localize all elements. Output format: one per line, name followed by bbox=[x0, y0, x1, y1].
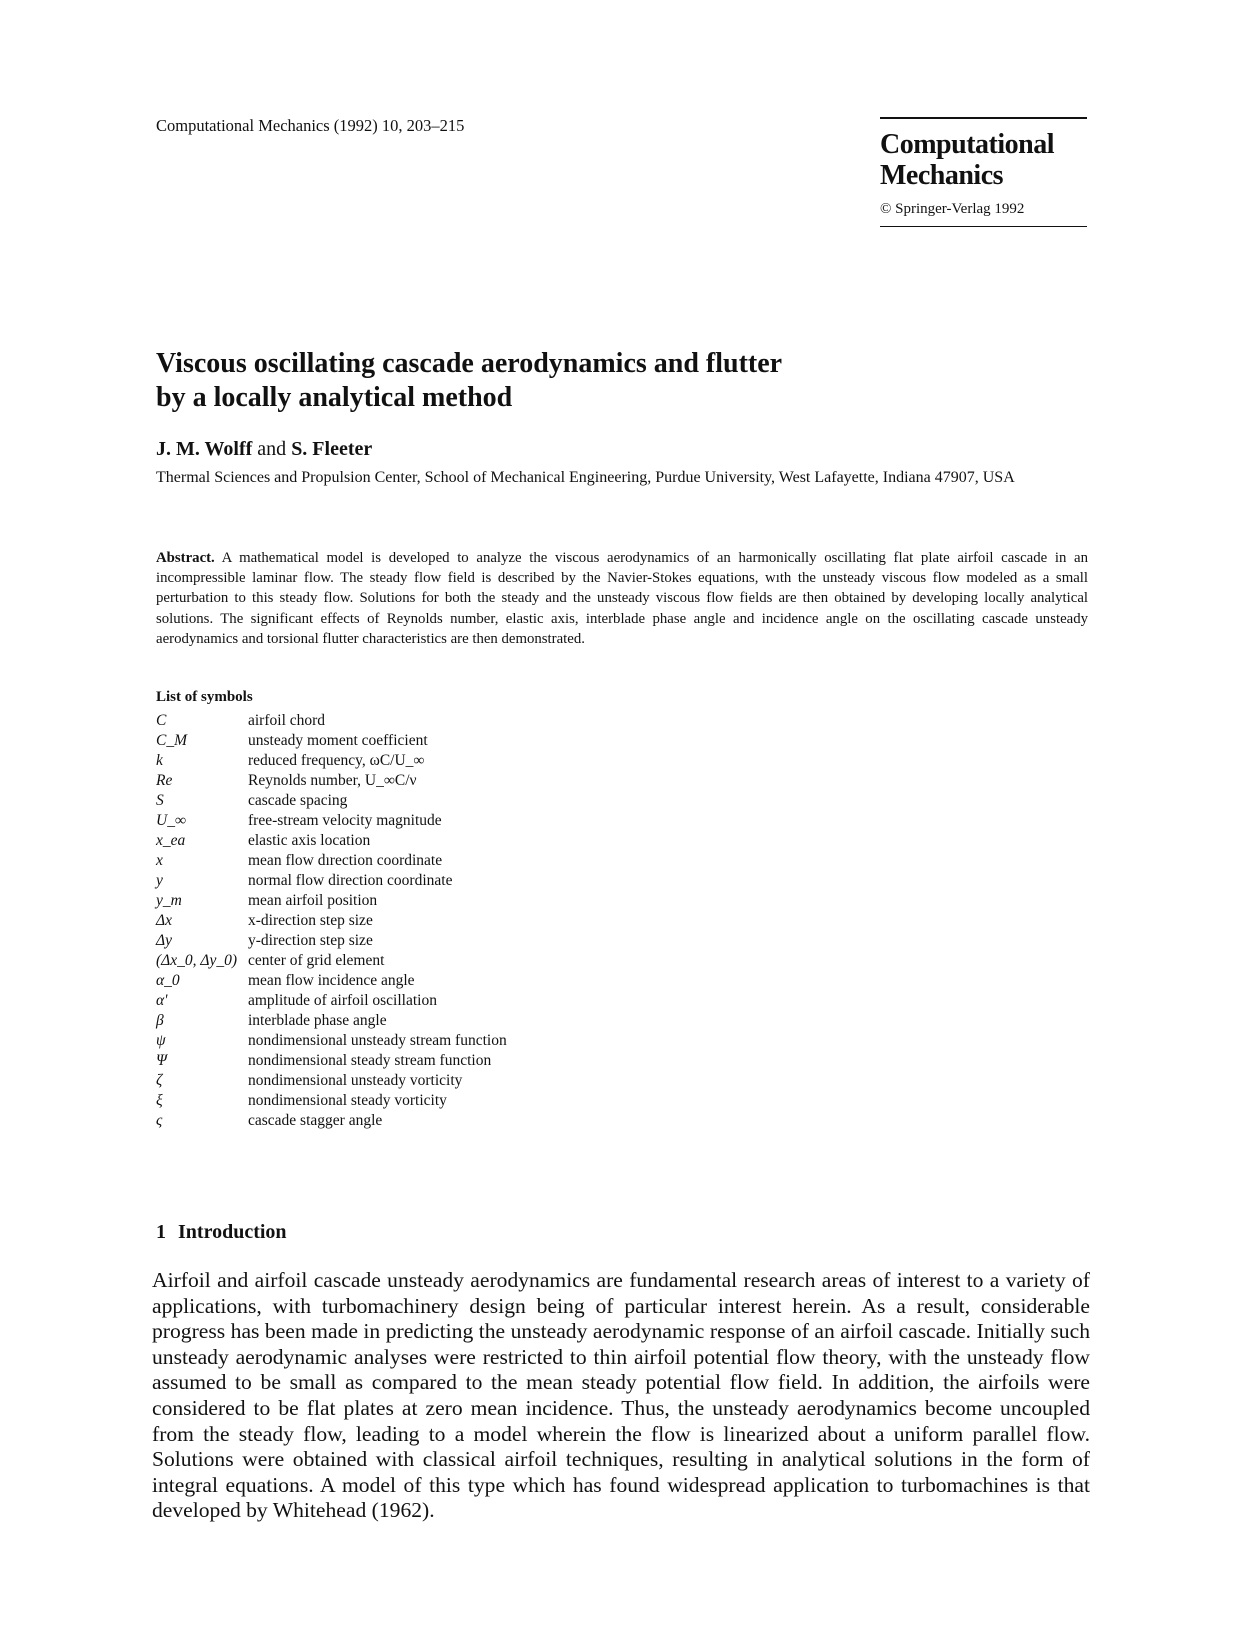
article-title bbox=[156, 347, 1016, 415]
symbol: C bbox=[156, 712, 167, 729]
symbol-description: nondimensional unsteady stream function bbox=[248, 1032, 507, 1049]
symbol-row bbox=[156, 791, 507, 811]
section-number: 1 bbox=[156, 1221, 166, 1243]
symbol-description: amplitude of airfoil oscillation bbox=[248, 992, 437, 1009]
symbol-row bbox=[156, 1111, 507, 1131]
symbol: Δy bbox=[156, 932, 172, 949]
author-fleeter: S. Fleeter bbox=[291, 438, 373, 460]
symbol: x_ea bbox=[156, 832, 186, 849]
symbol: Ψ bbox=[156, 1052, 167, 1069]
symbol-row bbox=[156, 1051, 507, 1071]
symbol: α_0 bbox=[156, 972, 180, 989]
copyright-notice: © Springer-Verlag 1992 bbox=[880, 201, 1025, 217]
symbol: y_m bbox=[156, 892, 182, 909]
symbol-description: free-stream velocity magnitude bbox=[248, 812, 442, 829]
journal-name bbox=[880, 129, 1087, 191]
symbol-description: mean flow incidence angle bbox=[248, 972, 415, 989]
journal-citation: Computational Mechanics (1992) 10, 203–215 bbox=[156, 116, 465, 135]
symbol-row bbox=[156, 811, 507, 831]
symbol: ψ bbox=[156, 1032, 166, 1049]
symbol-row bbox=[156, 911, 507, 931]
symbol-description: nondimensional steady stream function bbox=[248, 1052, 492, 1069]
symbol-description: cascade spacing bbox=[248, 792, 348, 809]
symbol: β bbox=[156, 1012, 164, 1029]
symbol: U_∞ bbox=[156, 812, 186, 829]
symbol-row bbox=[156, 771, 507, 791]
symbols-heading: List of symbols bbox=[156, 689, 253, 705]
symbol-description: Reynolds number, U_∞C/ν bbox=[248, 772, 417, 789]
introduction-text: Airfoil and airfoil cascade unsteady aerodynamics are fundamental research areas of interest to a variety of applications, with turbomachinery design being of particular interest herein. As a result, considerable progress has been made in predicting the unsteady aerodynamic response of an airfoil cascade. Initially such unsteady aerodynamic analyses were restricted to thin airfoil potential flow theory, with the unsteady flow assumed to be small as compared to the mean steady potential flow field. In addition, the airfoils were considered to be flat plates at zero mean incidence. Thus, the unsteady aerodynamics become uncoupled from the steady flow, leading to a model wherein the flow is linearized about a uniform parallel flow. Solutions were obtained with classical airfoil techniques, resulting in analytical solutions in the form of integral equations. A model of this type which has found widespread application to turbomachines is that developed by Whitehead (1962). bbox=[152, 1268, 1090, 1523]
symbol: C_M bbox=[156, 732, 187, 749]
journal-brand-block bbox=[880, 117, 1087, 227]
symbol: S bbox=[156, 792, 164, 809]
symbol: y bbox=[156, 872, 163, 889]
symbol-description: nondimensional steady vorticity bbox=[248, 1092, 447, 1109]
journal-name-line-1: Computational bbox=[880, 129, 1054, 160]
brand-top-rule bbox=[880, 117, 1087, 119]
brand-bottom-rule bbox=[880, 226, 1087, 227]
symbols-table bbox=[156, 711, 507, 1131]
symbol-description: airfoil chord bbox=[248, 712, 326, 729]
title-line-2: by a locally analytical method bbox=[156, 382, 513, 413]
symbol-description: mean airfoil position bbox=[248, 892, 378, 909]
section-title: Introduction bbox=[178, 1221, 287, 1243]
symbol-description: x-direction step size bbox=[248, 912, 373, 929]
symbol: ζ bbox=[156, 1072, 163, 1089]
symbol-row bbox=[156, 831, 507, 851]
symbol: ς bbox=[156, 1112, 163, 1129]
symbol: α' bbox=[156, 992, 168, 1009]
symbol-row bbox=[156, 1011, 507, 1031]
symbol-row bbox=[156, 751, 507, 771]
symbol-description: mean flow dırection coordinate bbox=[248, 852, 443, 869]
symbol-row bbox=[156, 731, 507, 751]
symbol-row bbox=[156, 931, 507, 951]
symbol-row bbox=[156, 851, 507, 871]
symbol-description: y-direction step size bbox=[248, 932, 373, 949]
author-list bbox=[156, 438, 372, 461]
author-wolff: J. M. Wolff bbox=[156, 438, 253, 460]
author-affiliation: Thermal Sciences and Propulsion Center, School of Mechanical Engineering, Purdue University, West Lafayette, Indiana 47907, USA bbox=[156, 469, 1015, 486]
symbol: Δx bbox=[156, 912, 172, 929]
symbol: x bbox=[156, 852, 163, 869]
symbol-description: elastic axis location bbox=[248, 832, 371, 849]
symbol-row bbox=[156, 1071, 507, 1091]
symbol-description: reduced frequency, ωC/U_∞ bbox=[248, 752, 425, 769]
symbol-description: cascade stagger angle bbox=[248, 1112, 383, 1129]
symbol-row bbox=[156, 891, 507, 911]
symbol: k bbox=[156, 752, 163, 769]
symbol-description: unsteady moment coefficient bbox=[248, 732, 428, 749]
journal-name-line-2: Mechanics bbox=[880, 160, 1004, 191]
abstract-text: A mathematical model is developed to analyze the viscous aerodynamics of an harmonically oscillating flat plate airfoil cascade in an incompressible laminar flow. The steady flow field is described by the Navier-Stokes equations, wıth the unsteady viscous flow modeled as a small perturbation to this steady flow. Solutions for both the steady and the unsteady viscous flow fields are then obtained by developing locally analytical solutions. The significant effects of Reynolds number, elastic axis, interblade phase angle and incidence angle on the oscillating cascade unsteady aerodynamics and torsional flutter characteristics are then demonstrated. bbox=[156, 550, 1088, 647]
abstract-label: Abstract. bbox=[156, 550, 215, 566]
symbol-row bbox=[156, 871, 507, 891]
symbol-row bbox=[156, 971, 507, 991]
symbol-row bbox=[156, 711, 507, 731]
symbol-description: center of grid element bbox=[248, 952, 385, 969]
introduction-heading bbox=[156, 1221, 287, 1244]
title-line-1: Viscous oscillating cascade aerodynamics and flutter bbox=[156, 348, 783, 379]
symbol: (Δx_0, Δy_0) bbox=[156, 952, 238, 969]
author-connector: and bbox=[257, 438, 287, 460]
abstract bbox=[156, 548, 1088, 649]
symbol-row bbox=[156, 951, 507, 971]
symbol-description: nondimensional unsteady vorticity bbox=[248, 1072, 463, 1089]
symbol: Re bbox=[156, 772, 173, 789]
symbol-description: interblade phase angle bbox=[248, 1012, 387, 1029]
symbol-description: normal flow direction coordinate bbox=[248, 872, 453, 889]
symbol-row bbox=[156, 1031, 507, 1051]
symbol-row bbox=[156, 1091, 507, 1111]
symbol: ξ bbox=[156, 1092, 163, 1109]
symbol-row bbox=[156, 991, 507, 1011]
